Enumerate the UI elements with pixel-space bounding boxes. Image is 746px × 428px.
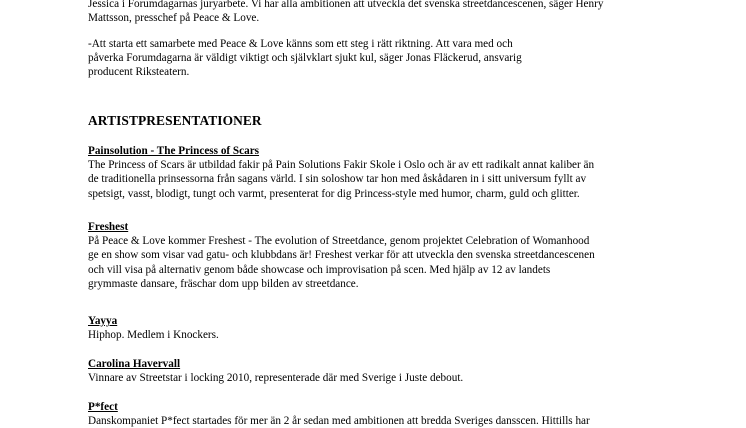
- artist-description-line: grymmaste dansare, fräschar dom upp bilden av streetdance.: [88, 277, 359, 290]
- artist-description-line: På Peace & Love kommer Freshest - The evolution of Streetdance, genom projektet Celebration of Womanhood: [88, 235, 590, 248]
- section-heading: ARTISTPRESENTATIONER: [88, 113, 262, 128]
- artist-description-line: ge en show som visar vad gatu- och klubbdans är! Freshest verkar för att utveckla den svenska streetdancescenen: [88, 249, 595, 262]
- quote-line: producent Riksteatern.: [88, 66, 190, 79]
- artist-carolina-havervall: [88, 357, 688, 385]
- quote-line: påverka Forumdagarna är väldigt viktigt och självklart sjukt kul, säger Jonas Fläckerud, ansvarig: [88, 52, 522, 65]
- artist-yayya: [88, 314, 688, 342]
- intro-line: Mattsson, presschef på Peace & Love.: [88, 12, 260, 25]
- artist-description-line: Hiphop. Medlem i Knockers.: [88, 329, 219, 342]
- artist-description-line: Danskompaniet P*fect startades för mer än 2 år sedan med ambitionen att bredda Sveriges dansscen. Hittills har: [88, 415, 590, 428]
- artist-name: Painsolution - The Princess of Scars: [88, 145, 260, 157]
- quote-paragraph: [88, 37, 688, 80]
- artist-description-line: Vinnare av Streetstar i locking 2010, representerade där med Sverige i Juste debout.: [88, 372, 464, 385]
- artist-description-line: The Princess of Scars är utbildad fakir på Pain Solutions Fakir Skole i Oslo och är av ett radikalt annat kaliber än: [88, 159, 595, 172]
- artist-pfect: [88, 400, 688, 428]
- artist-description-line: och vill visa på alternativ genom både showcase och improvisation på scen. Med hjälp av 12 av landets: [88, 263, 551, 276]
- artist-description-line: de traditionella prinsessorna från sagans värld. I sin soloshow tar hon med åskådaren in i sitt universum fyllt av: [88, 173, 587, 186]
- artist-description-line: spetsigt, vasst, blodigt, tungt och varmt, presenterat for dig Princess-style med humor, charm, guld och glitter.: [88, 187, 580, 200]
- artist-name: Freshest: [88, 221, 129, 233]
- quote-line: -Att starta ett samarbete med Peace & Love känns som ett steg i rätt riktning. Att vara med och: [88, 38, 513, 50]
- intro-line: Jessica i Forumdagarnas juryarbete. Vi har alla ambitionen att utveckla det svenska streetdancescenen, säger Henry: [88, 0, 604, 10]
- artist-name: P*fect: [88, 401, 118, 413]
- artist-name: Carolina Havervall: [88, 358, 181, 370]
- artist-painsolution: [88, 144, 688, 201]
- artist-freshest: [88, 220, 688, 291]
- artist-name: Yayya: [88, 315, 118, 327]
- intro-paragraph: [88, 0, 688, 25]
